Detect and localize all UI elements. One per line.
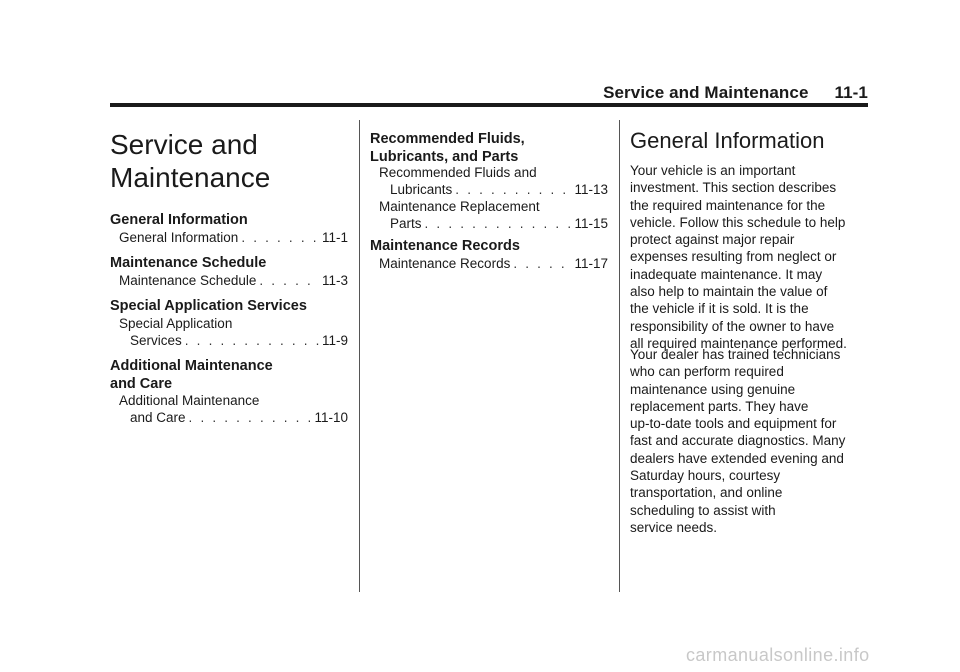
toc-entry-page: 11-13 [574, 182, 608, 197]
leader-dots [455, 181, 571, 198]
text-line: transportation, and online [630, 485, 783, 501]
toc-entry-label-line-2: Lubricants [390, 182, 453, 197]
running-head-page-number: 11-1 [834, 83, 868, 102]
toc-heading-maintenance-records: Maintenance Records [370, 238, 520, 254]
text-line: dealers have extended evening and [630, 450, 844, 466]
leader-dots [259, 272, 319, 289]
text-line: investment. This section describes [630, 180, 837, 196]
text-line: all required maintenance performed. [630, 335, 847, 351]
toc-entry-label: General Information [119, 230, 239, 245]
toc-entry-page: 11-17 [574, 256, 608, 271]
toc-heading-general-information: General Information [110, 212, 248, 228]
leader-dots [513, 255, 571, 272]
text-line: expenses resulting from neglect or [630, 249, 837, 265]
text-line: who can perform required [630, 364, 784, 380]
text-line: up-to-date tools and equipment for [630, 416, 837, 432]
toc-heading-special-application: Special Application Services [110, 298, 307, 314]
toc-entry-label-line-1: Recommended Fluids and [379, 165, 537, 180]
leader-dots [185, 332, 319, 349]
text-line: maintenance using genuine [630, 381, 796, 397]
text-line: replacement parts. They have [630, 398, 809, 414]
toc-heading-additional-maintenance [110, 357, 273, 393]
section-heading: General Information [630, 128, 825, 153]
toc-entry-replacement-parts[interactable] [379, 198, 608, 232]
column-divider-1 [359, 120, 360, 592]
leader-dots [189, 409, 312, 426]
toc-entry-label-line-1: Maintenance Replacement [379, 199, 540, 214]
text-line: Saturday hours, courtesy [630, 468, 781, 484]
toc-entry-fluids-lubricants[interactable] [379, 164, 608, 198]
toc-entry-page: 11-1 [321, 230, 348, 245]
toc-entry-label-line-2: Parts [390, 216, 422, 231]
text-line: Your dealer has trained technicians [630, 347, 841, 362]
text-line: vehicle. Follow this schedule to help [630, 214, 846, 230]
running-head [110, 83, 868, 103]
toc-heading-line-1: Recommended Fluids, [370, 131, 525, 147]
leader-dots [425, 215, 572, 232]
toc-entry-general-information[interactable] [119, 229, 348, 246]
leader-dots [241, 229, 319, 246]
toc-entry-label: Maintenance Records [379, 256, 511, 271]
chapter-title-line-2: Maintenance [110, 162, 271, 193]
text-line: also help to maintain the value of [630, 284, 828, 300]
toc-entry-page: 11-10 [314, 410, 348, 425]
text-line: scheduling to assist with [630, 502, 776, 518]
body-paragraph-1 [630, 162, 870, 352]
toc-entry-label-line-2: Services [130, 333, 182, 348]
toc-entry-page: 11-9 [321, 333, 348, 348]
toc-entry-additional-maintenance[interactable] [119, 392, 348, 426]
text-line: Your vehicle is an important [630, 163, 796, 178]
toc-entry-label: Maintenance Schedule [119, 273, 257, 288]
text-line: fast and accurate diagnostics. Many [630, 433, 846, 449]
body-paragraph-2 [630, 346, 870, 536]
toc-entry-label-line-2: and Care [130, 410, 186, 425]
header-rule [110, 103, 868, 107]
text-line: inadequate maintenance. It may [630, 266, 823, 282]
column-divider-2 [619, 120, 620, 592]
chapter-title-line-1: Service and [110, 129, 258, 160]
toc-heading-line-2: Lubricants, and Parts [370, 149, 519, 165]
text-line: the vehicle if it is sold. It is the [630, 301, 809, 317]
text-line: responsibility of the owner to have [630, 318, 835, 334]
toc-entry-maintenance-records[interactable] [379, 255, 608, 272]
text-line: service needs. [630, 519, 718, 535]
footer-watermark: carmanualsonline.info [686, 645, 870, 665]
toc-entry-label-line-1: Special Application [119, 316, 233, 331]
toc-heading-maintenance-schedule: Maintenance Schedule [110, 255, 267, 271]
text-line: protect against major repair [630, 232, 795, 248]
toc-entry-page: 11-15 [574, 216, 608, 231]
toc-heading-fluids [370, 130, 525, 166]
running-head-section: Service and Maintenance [603, 83, 809, 102]
toc-heading-line-1: Additional Maintenance [110, 358, 273, 374]
text-line: the required maintenance for the [630, 197, 826, 213]
toc-entry-page: 11-3 [321, 273, 348, 288]
toc-heading-line-2: and Care [110, 376, 173, 392]
toc-entry-label-line-1: Additional Maintenance [119, 393, 260, 408]
toc-entry-special-application[interactable] [119, 315, 348, 349]
toc-entry-maintenance-schedule[interactable] [119, 272, 348, 289]
chapter-title [110, 128, 270, 194]
